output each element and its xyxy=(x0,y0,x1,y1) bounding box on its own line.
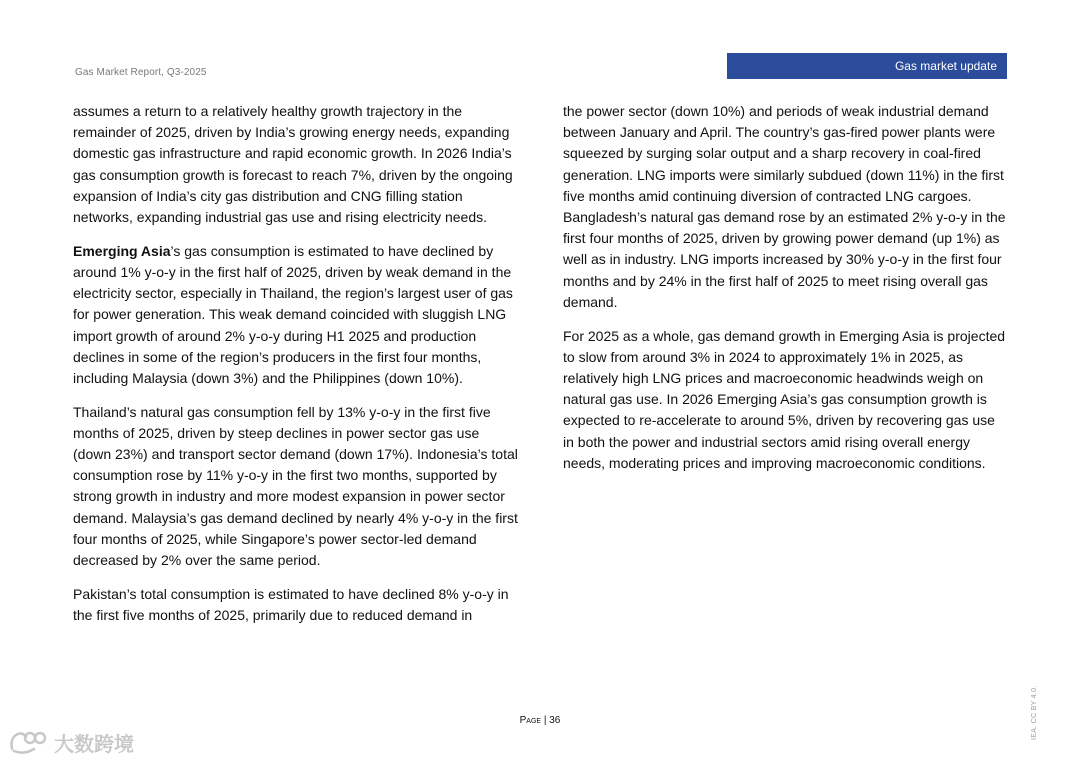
page-number xyxy=(0,715,1080,726)
watermark-logo-icon xyxy=(8,729,48,757)
watermark-text: 大数跨境 xyxy=(54,734,134,756)
report-title: Gas Market Report, Q3-2025 xyxy=(75,67,207,78)
left-column xyxy=(73,101,521,639)
section-badge: Gas market update xyxy=(727,53,1007,79)
page-separator: | xyxy=(541,715,550,726)
paragraph: For 2025 as a whole, gas demand growth in Emerging Asia is projected to slow from around 3% in 2024 to approximately 1% in 2025, as relatively high LNG prices and macroeconomic headwinds weigh on natural gas use. In 2026 Emerging Asia’s gas consumption growth is expected to re-accelerate to around 5%, driven by recovering gas use in both the power and industrial sectors amid rising overall energy needs, moderating prices and improving macroeconomic conditions. xyxy=(563,327,1006,471)
paragraph xyxy=(73,241,521,389)
paragraph: Thailand’s natural gas consumption fell by 13% y-o-y in the first five months of 2025, driven by steep declines in power sector gas use (down 23%) and transport sector demand (down 17%). Indonesia’s total consumption rose by 11% y-o-y in the first two months, supported by strong growth in industry and more modest expansion in power sector demand. Malaysia’s gas demand declined by nearly 4% y-o-y in the first four months of 2025, while Singapore’s power sector-led demand decreased by 2% over the same period. xyxy=(73,403,518,569)
paragraph-text: ’s gas consumption is estimated to have declined by around 1% y-o-y in the first half of 2025, driven by weak demand in the electricity sector, especially in Thailand, the region’s largest user of gas for power generation. This weak demand coincided with sluggish LNG import growth of around 2% y-o-y during H1 2025 and production declines in some of the region’s producers in the first four months, including Malaysia (down 3%) and the Philippines (down 10%). xyxy=(73,242,513,386)
paragraph: assumes a return to a relatively healthy growth trajectory in the remainder of 2025, driven by India’s growing energy needs, expanding domestic gas infrastructure and rapid economic growth. In 2026 India’s gas consumption growth is forecast to reach 7%, driven by the ongoing expansion of India’s city gas distribution and CNG filling station networks, expanding industrial gas use and rising electricity needs. xyxy=(73,103,513,226)
page-number-value: 36 xyxy=(549,715,561,726)
paragraph: the power sector (down 10%) and periods of weak industrial demand between January and April. The country’s gas-fired power plants were squeezed by surging solar output and a sharp recovery in coal-fired generation. LNG imports were similarly subdued (down 11%) in the first five months amid continuing diversion of contracted LNG cargoes. Bangladesh’s natural gas demand rose by an estimated 2% y-o-y in the first four months of 2025, driven by growing power demand (up 1%) as well as in industry. LNG imports increased by 30% y-o-y in the first four months and by 24% in the first half of 2025 to meet rising overall gas demand. xyxy=(563,103,1006,310)
right-column xyxy=(563,101,1009,486)
license-text: IEA. CC BY 4.0. xyxy=(1031,685,1038,740)
watermark xyxy=(8,728,134,757)
page-label: Page xyxy=(519,715,542,726)
paragraph: Pakistan’s total consumption is estimated to have declined 8% y-o-y in the first five months of 2025, primarily due to reduced demand in xyxy=(73,585,509,623)
bold-term: Emerging Asia xyxy=(73,242,171,259)
